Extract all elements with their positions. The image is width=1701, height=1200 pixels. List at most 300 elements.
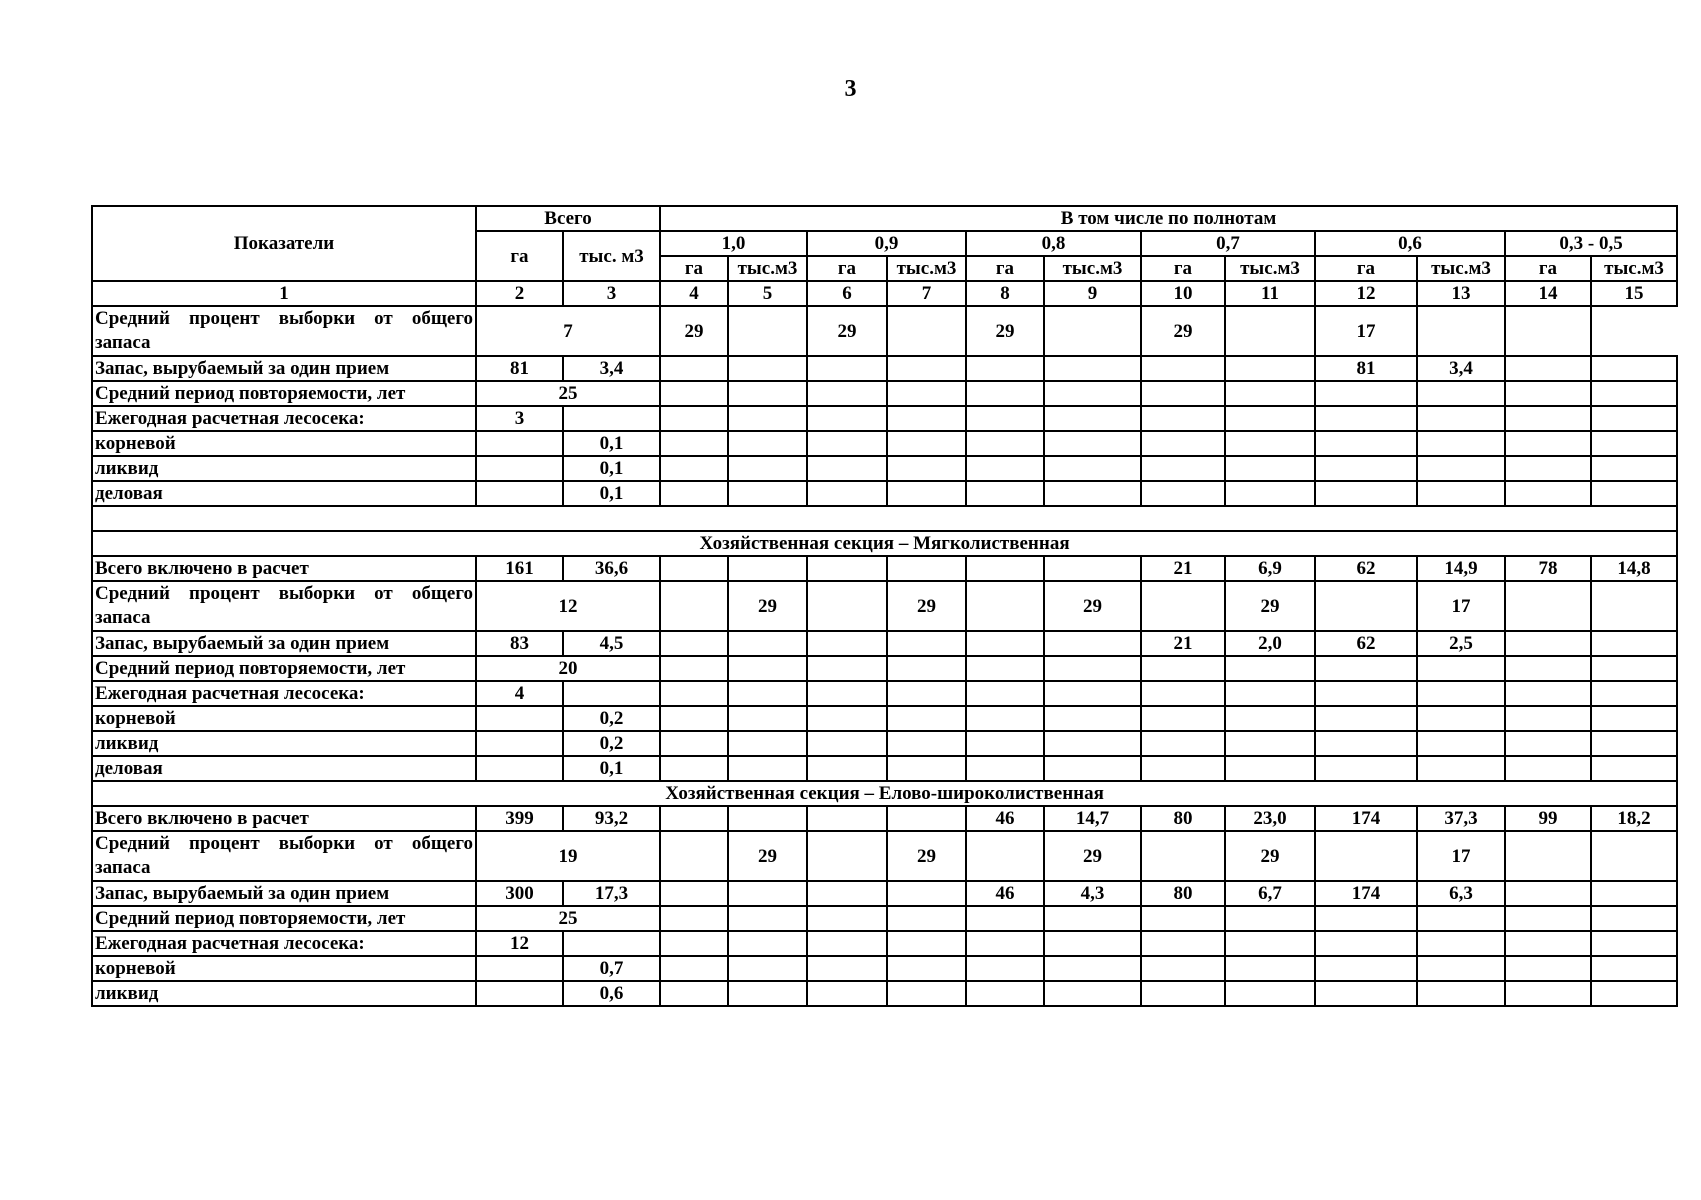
row-label: Средний процент выборки от общего запаса — [92, 306, 476, 356]
page-number: 3 — [844, 76, 857, 102]
density-cell — [1505, 306, 1591, 356]
density-cell — [1141, 831, 1225, 881]
density-cell — [887, 956, 966, 981]
density-cell — [1141, 756, 1225, 781]
row-label: ликвид — [92, 981, 476, 1006]
density-cell — [1505, 681, 1591, 706]
density-cell — [1141, 981, 1225, 1006]
row-label: Средний процент выборки от общего запаса — [92, 581, 476, 631]
density-cell — [1225, 656, 1315, 681]
density-cell — [1505, 931, 1591, 956]
density-cell — [660, 706, 728, 731]
density-cell — [728, 956, 807, 981]
row-label: Запас, вырубаемый за один прием — [92, 356, 476, 381]
row-label: корневой — [92, 431, 476, 456]
density-cell: 29 — [1225, 831, 1315, 881]
density-cell — [660, 756, 728, 781]
density-cell — [660, 681, 728, 706]
row-label: деловая — [92, 481, 476, 506]
density-cell: 29 — [660, 306, 728, 356]
density-cell — [1225, 731, 1315, 756]
density-cell — [728, 481, 807, 506]
density-cell — [1315, 831, 1417, 881]
row-label: Всего включено в расчет — [92, 806, 476, 831]
density-cell: 4,3 — [1044, 881, 1141, 906]
column-number: 5 — [728, 281, 807, 306]
density-cell — [807, 931, 887, 956]
row-label: Средний период повторяемости, лет — [92, 906, 476, 931]
density-cell — [807, 881, 887, 906]
density-cell — [807, 756, 887, 781]
density-cell — [1417, 731, 1505, 756]
total-cell: 0,7 — [563, 956, 660, 981]
row-label: Средний период повторяемости, лет — [92, 656, 476, 681]
density-cell — [1225, 906, 1315, 931]
density-cell — [1417, 681, 1505, 706]
density-cell — [1225, 981, 1315, 1006]
density-cell — [728, 731, 807, 756]
density-cell — [887, 381, 966, 406]
density-cell — [1225, 356, 1315, 381]
density-cell — [966, 906, 1044, 931]
density-cell: 6,3 — [1417, 881, 1505, 906]
density-cell — [807, 831, 887, 881]
density-cell — [1417, 656, 1505, 681]
density-cell — [887, 731, 966, 756]
density-cell — [1141, 581, 1225, 631]
density-cell — [1141, 431, 1225, 456]
density-cell — [660, 581, 728, 631]
total-cell: 3 — [476, 406, 563, 431]
density-cell — [966, 831, 1044, 881]
density-cell — [1591, 406, 1677, 431]
row-label: ликвид — [92, 456, 476, 481]
density-cell — [807, 656, 887, 681]
density-cell — [660, 731, 728, 756]
density-cell — [1591, 931, 1677, 956]
density-cell — [966, 431, 1044, 456]
density-cell — [807, 981, 887, 1006]
density-cell: 174 — [1315, 881, 1417, 906]
density-cell — [1141, 456, 1225, 481]
density-cell: 80 — [1141, 881, 1225, 906]
density-cell — [728, 556, 807, 581]
row-label: корневой — [92, 956, 476, 981]
density-cell — [807, 381, 887, 406]
density-cell — [1141, 406, 1225, 431]
density-cell — [1141, 481, 1225, 506]
density-cell — [966, 681, 1044, 706]
density-cell — [728, 631, 807, 656]
density-cell — [1505, 831, 1591, 881]
density-cell — [887, 656, 966, 681]
column-number: 3 — [563, 281, 660, 306]
header-group-0-8: 0,8 — [966, 231, 1141, 256]
header-group-0-7: 0,7 — [1141, 231, 1315, 256]
density-cell — [1591, 581, 1677, 631]
density-cell: 2,0 — [1225, 631, 1315, 656]
density-cell — [728, 656, 807, 681]
density-cell — [1315, 731, 1417, 756]
table-row — [92, 981, 1677, 1006]
row-label: Запас, вырубаемый за один прием — [92, 631, 476, 656]
density-cell — [966, 931, 1044, 956]
density-cell: 29 — [966, 306, 1044, 356]
row-label: ликвид — [92, 731, 476, 756]
table-row — [92, 356, 1677, 381]
header-group-0-3-0-5: 0,3 - 0,5 — [1505, 231, 1677, 256]
density-cell: 29 — [1141, 306, 1225, 356]
total-cell — [476, 456, 563, 481]
density-cell — [1141, 681, 1225, 706]
header-unit-ha: га — [966, 256, 1044, 281]
density-cell: 80 — [1141, 806, 1225, 831]
total-cell: 0,6 — [563, 981, 660, 1006]
density-cell — [887, 356, 966, 381]
header-group-0-9: 0,9 — [807, 231, 966, 256]
density-cell — [1225, 931, 1315, 956]
column-number: 12 — [1315, 281, 1417, 306]
density-cell — [1417, 306, 1505, 356]
row-label: корневой — [92, 706, 476, 731]
density-cell — [1225, 406, 1315, 431]
density-cell — [887, 806, 966, 831]
density-cell — [728, 356, 807, 381]
density-cell — [1417, 706, 1505, 731]
density-cell — [660, 806, 728, 831]
density-cell — [660, 406, 728, 431]
table-row — [92, 806, 1677, 831]
column-number: 7 — [887, 281, 966, 306]
column-numbers-row — [92, 281, 1677, 306]
density-cell — [966, 481, 1044, 506]
density-cell — [966, 731, 1044, 756]
total-cell: 25 — [476, 381, 660, 406]
density-cell: 62 — [1315, 556, 1417, 581]
density-cell — [660, 981, 728, 1006]
table-row — [92, 881, 1677, 906]
density-cell — [1225, 306, 1315, 356]
density-cell — [1044, 956, 1141, 981]
table-row — [92, 306, 1677, 356]
density-cell: 99 — [1505, 806, 1591, 831]
density-cell — [887, 556, 966, 581]
total-cell: 4 — [476, 681, 563, 706]
header-unit-ha: га — [807, 256, 887, 281]
density-cell — [1315, 906, 1417, 931]
header-unit-m3: тыс.м3 — [887, 256, 966, 281]
table-row — [92, 406, 1677, 431]
density-cell — [728, 306, 807, 356]
density-cell — [728, 806, 807, 831]
table-row — [92, 681, 1677, 706]
density-cell — [1315, 931, 1417, 956]
density-cell — [1044, 731, 1141, 756]
density-cell — [1315, 756, 1417, 781]
density-cell — [807, 481, 887, 506]
density-cell — [1315, 456, 1417, 481]
total-cell: 0,1 — [563, 456, 660, 481]
density-cell: 37,3 — [1417, 806, 1505, 831]
density-cell — [1044, 406, 1141, 431]
density-cell — [1225, 681, 1315, 706]
density-cell — [1505, 656, 1591, 681]
density-cell — [1505, 406, 1591, 431]
density-cell — [1505, 356, 1591, 381]
header-unit-ha: га — [1141, 256, 1225, 281]
density-cell — [1591, 381, 1677, 406]
density-cell — [807, 406, 887, 431]
density-cell — [807, 631, 887, 656]
density-cell — [966, 756, 1044, 781]
density-cell — [1225, 756, 1315, 781]
density-cell — [1505, 731, 1591, 756]
total-cell — [476, 981, 563, 1006]
total-cell — [476, 706, 563, 731]
density-cell — [1505, 381, 1591, 406]
density-cell — [728, 681, 807, 706]
density-cell — [728, 456, 807, 481]
density-cell — [807, 906, 887, 931]
density-cell — [966, 956, 1044, 981]
density-cell — [728, 981, 807, 1006]
header-total-m3: тыс. м3 — [563, 231, 660, 281]
density-cell: 29 — [1044, 831, 1141, 881]
total-cell — [476, 431, 563, 456]
density-cell — [660, 831, 728, 881]
density-cell — [1044, 756, 1141, 781]
density-cell: 14,9 — [1417, 556, 1505, 581]
density-cell — [1591, 831, 1677, 881]
header-unit-ha: га — [1505, 256, 1591, 281]
density-cell — [660, 956, 728, 981]
total-cell: 93,2 — [563, 806, 660, 831]
density-cell — [728, 381, 807, 406]
section-title: Хозяйственная секция – Мягколиственная — [92, 531, 1677, 556]
density-cell — [1591, 656, 1677, 681]
density-cell — [660, 456, 728, 481]
density-cell — [1591, 756, 1677, 781]
density-cell: 17 — [1315, 306, 1417, 356]
table-row — [92, 631, 1677, 656]
column-number: 10 — [1141, 281, 1225, 306]
density-cell — [1225, 956, 1315, 981]
density-cell: 29 — [1044, 581, 1141, 631]
section-title-row — [92, 781, 1677, 806]
column-number: 8 — [966, 281, 1044, 306]
column-number: 9 — [1044, 281, 1141, 306]
density-cell: 14,7 — [1044, 806, 1141, 831]
total-cell: 25 — [476, 906, 660, 931]
density-cell — [887, 756, 966, 781]
density-cell — [807, 681, 887, 706]
density-cell — [1044, 356, 1141, 381]
density-cell — [1315, 706, 1417, 731]
row-label: Ежегодная расчетная лесосека: — [92, 931, 476, 956]
density-cell — [660, 906, 728, 931]
density-cell: 18,2 — [1591, 806, 1677, 831]
column-number: 11 — [1225, 281, 1315, 306]
density-cell — [1315, 381, 1417, 406]
density-cell — [887, 431, 966, 456]
density-cell — [1044, 456, 1141, 481]
density-cell: 21 — [1141, 556, 1225, 581]
spacer-cell — [92, 506, 1677, 531]
density-cell — [1417, 956, 1505, 981]
table-row — [92, 731, 1677, 756]
density-cell — [1044, 481, 1141, 506]
density-cell — [1141, 706, 1225, 731]
density-cell — [728, 756, 807, 781]
density-cell — [1225, 706, 1315, 731]
header-unit-m3: тыс.м3 — [1591, 256, 1677, 281]
density-cell: 14,8 — [1591, 556, 1677, 581]
density-cell — [1141, 731, 1225, 756]
density-cell — [887, 906, 966, 931]
density-cell — [1315, 406, 1417, 431]
row-label: Ежегодная расчетная лесосека: — [92, 406, 476, 431]
row-label: Средний период повторяемости, лет — [92, 381, 476, 406]
density-cell — [660, 356, 728, 381]
total-cell — [563, 931, 660, 956]
density-cell — [1225, 431, 1315, 456]
spacer-row — [92, 506, 1677, 531]
density-cell: 2,5 — [1417, 631, 1505, 656]
density-cell — [1505, 756, 1591, 781]
density-cell — [1591, 431, 1677, 456]
density-cell — [1505, 481, 1591, 506]
header-unit-ha: га — [1315, 256, 1417, 281]
density-cell — [1505, 881, 1591, 906]
total-cell: 0,2 — [563, 706, 660, 731]
density-cell — [1044, 931, 1141, 956]
density-cell — [1417, 431, 1505, 456]
density-cell — [1044, 981, 1141, 1006]
column-number: 13 — [1417, 281, 1505, 306]
density-cell — [1044, 381, 1141, 406]
header-unit-m3: тыс.м3 — [728, 256, 807, 281]
density-cell: 6,7 — [1225, 881, 1315, 906]
density-cell — [728, 431, 807, 456]
density-cell — [887, 981, 966, 1006]
density-cell: 29 — [887, 831, 966, 881]
table-row — [92, 431, 1677, 456]
total-cell: 3,4 — [563, 356, 660, 381]
header-total-ha: га — [476, 231, 563, 281]
density-cell — [1591, 981, 1677, 1006]
table-row — [92, 906, 1677, 931]
total-cell: 17,3 — [563, 881, 660, 906]
density-cell — [1044, 631, 1141, 656]
density-cell — [966, 381, 1044, 406]
density-cell — [728, 931, 807, 956]
density-cell — [807, 356, 887, 381]
density-cell: 46 — [966, 881, 1044, 906]
density-cell — [660, 631, 728, 656]
density-cell — [660, 931, 728, 956]
density-cell — [1591, 881, 1677, 906]
density-cell — [1591, 706, 1677, 731]
density-cell: 78 — [1505, 556, 1591, 581]
total-cell — [476, 956, 563, 981]
density-cell: 29 — [728, 581, 807, 631]
density-cell — [660, 556, 728, 581]
density-cell — [1044, 706, 1141, 731]
header-group-1-0: 1,0 — [660, 231, 807, 256]
total-cell — [563, 406, 660, 431]
density-cell — [1591, 481, 1677, 506]
row-label: Всего включено в расчет — [92, 556, 476, 581]
density-cell: 3,4 — [1417, 356, 1505, 381]
density-cell — [1044, 306, 1141, 356]
density-cell — [1315, 481, 1417, 506]
table-row — [92, 831, 1677, 881]
density-cell — [1141, 906, 1225, 931]
density-cell — [728, 881, 807, 906]
density-cell — [1417, 481, 1505, 506]
density-cell — [1044, 656, 1141, 681]
total-cell: 19 — [476, 831, 660, 881]
header-unit-m3: тыс.м3 — [1225, 256, 1315, 281]
total-cell: 399 — [476, 806, 563, 831]
density-cell: 29 — [807, 306, 887, 356]
density-cell — [660, 481, 728, 506]
row-label: деловая — [92, 756, 476, 781]
header-row-1 — [92, 206, 1677, 231]
section-title: Хозяйственная секция – Елово-широколиственная — [92, 781, 1677, 806]
density-cell — [1225, 456, 1315, 481]
density-cell: 46 — [966, 806, 1044, 831]
density-cell — [660, 431, 728, 456]
density-cell — [1505, 906, 1591, 931]
density-cell — [807, 806, 887, 831]
density-cell — [1315, 656, 1417, 681]
density-cell: 81 — [1315, 356, 1417, 381]
density-cell — [966, 981, 1044, 1006]
total-cell: 7 — [476, 306, 660, 356]
density-cell — [1417, 931, 1505, 956]
density-cell — [887, 881, 966, 906]
total-cell: 83 — [476, 631, 563, 656]
density-cell — [660, 381, 728, 406]
section-title-row — [92, 531, 1677, 556]
density-cell — [1591, 456, 1677, 481]
density-cell — [1505, 456, 1591, 481]
density-cell: 17 — [1417, 831, 1505, 881]
density-cell — [1315, 956, 1417, 981]
density-cell — [728, 706, 807, 731]
density-cell — [1591, 631, 1677, 656]
density-cell — [1044, 556, 1141, 581]
density-cell — [1141, 356, 1225, 381]
table-row — [92, 756, 1677, 781]
density-cell — [1591, 681, 1677, 706]
density-cell: 29 — [1225, 581, 1315, 631]
density-cell: 23,0 — [1225, 806, 1315, 831]
density-cell — [1141, 381, 1225, 406]
density-cell: 17 — [1417, 581, 1505, 631]
total-cell: 12 — [476, 581, 660, 631]
column-number: 14 — [1505, 281, 1591, 306]
density-cell — [1141, 656, 1225, 681]
density-cell — [1417, 906, 1505, 931]
density-cell — [966, 456, 1044, 481]
density-cell — [1417, 456, 1505, 481]
row-label: Ежегодная расчетная лесосека: — [92, 681, 476, 706]
total-cell — [563, 681, 660, 706]
density-cell — [1315, 981, 1417, 1006]
total-cell: 300 — [476, 881, 563, 906]
